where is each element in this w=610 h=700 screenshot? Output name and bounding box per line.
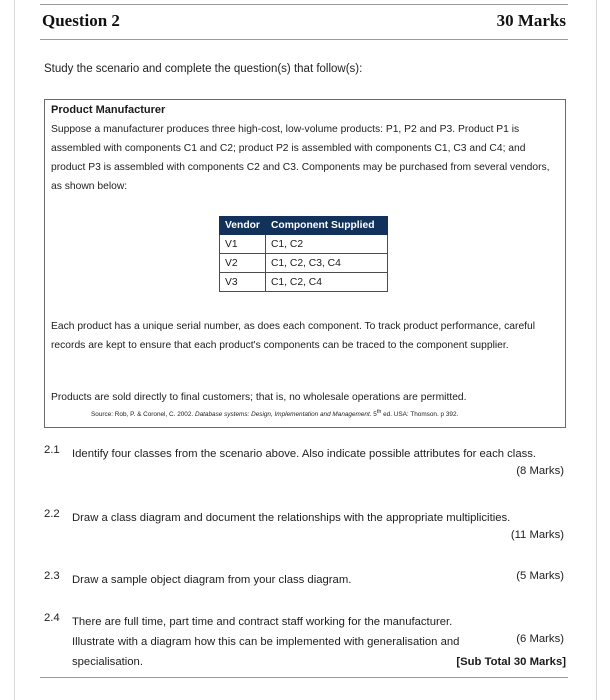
table-row [220,235,388,254]
scenario-paragraph-1: Suppose a manufacturer produces three high-cost, low-volume products: P1, P2 and P3. Product P1 is assembled with components C1 and C2; product P2 is assembled with components C1, C3 and C4; and product P3 is assembled with components C2 and C3. Components may be purchased from several vendors, as shown below: [51,124,550,192]
table-cell: C1, C2, C4 [266,273,388,292]
question-header [40,4,568,40]
question-title: Question 2 [42,11,120,30]
bottom-divider [40,677,568,678]
source-publisher: ed. USA: Thomson. p 392. [381,411,459,419]
source-book-title: Database systems: Design, Implementation and Management. [194,411,372,419]
question-number: 2.2 [44,508,60,520]
question-marks: (5 Marks) [516,570,564,582]
question-marks: (6 Marks) [516,633,564,645]
question-marks: (11 Marks) [510,529,564,541]
table-cell: V1 [220,235,266,254]
scenario-paragraph-2: Each product has a unique serial number, as does each component. To track product performance, careful records are kept to ensure that each product's components can be traced to the component supplier. [51,321,536,351]
source-prefix: Source: Rob, P. & Coronel, C. 2002. [91,411,195,419]
scenario-title: Product Manufacturer [51,104,166,116]
page-right-edge [596,0,597,700]
question-text: Draw a sample object diagram from your class diagram. [72,574,352,586]
page-left-edge [14,0,15,700]
table-row [220,273,388,292]
source-citation [91,409,458,418]
question-text: There are full time, part time and contract staff working for the manufacturer. Illustrate with a diagram how this can be implemented with generalisation and specialisation. [72,616,460,668]
table-header-cell: Component Supplied [266,217,388,235]
question-number: 2.1 [44,444,60,456]
scenario-paragraph-3: Products are sold directly to final customers; that is, no wholesale operations are permitted. [51,392,467,403]
question-number: 2.4 [44,612,60,624]
question-total-marks: 30 Marks [496,11,566,30]
table-cell: C1, C2, C3, C4 [266,254,388,273]
table-cell: V3 [220,273,266,292]
question-marks: (8 Marks) [516,465,564,477]
question-text: Identify four classes from the scenario above. Also indicate possible attributes for each class. [72,448,537,460]
subtotal-marks: [Sub Total 30 Marks] [456,656,566,668]
scenario-box [44,99,566,428]
table-header-cell: Vendor [220,217,266,235]
source-edition-suffix: th [376,409,382,415]
question-text: Draw a class diagram and document the relationships with the appropriate multiplicities. [72,512,511,524]
instruction-text: Study the scenario and complete the question(s) that follow(s): [44,63,363,75]
table-cell: C1, C2 [266,235,388,254]
table-cell: V2 [220,254,266,273]
table-header-row [220,217,388,235]
question-number: 2.3 [44,570,60,582]
vendor-table [219,216,388,292]
table-row [220,254,388,273]
source-edition: 5 [371,411,377,419]
